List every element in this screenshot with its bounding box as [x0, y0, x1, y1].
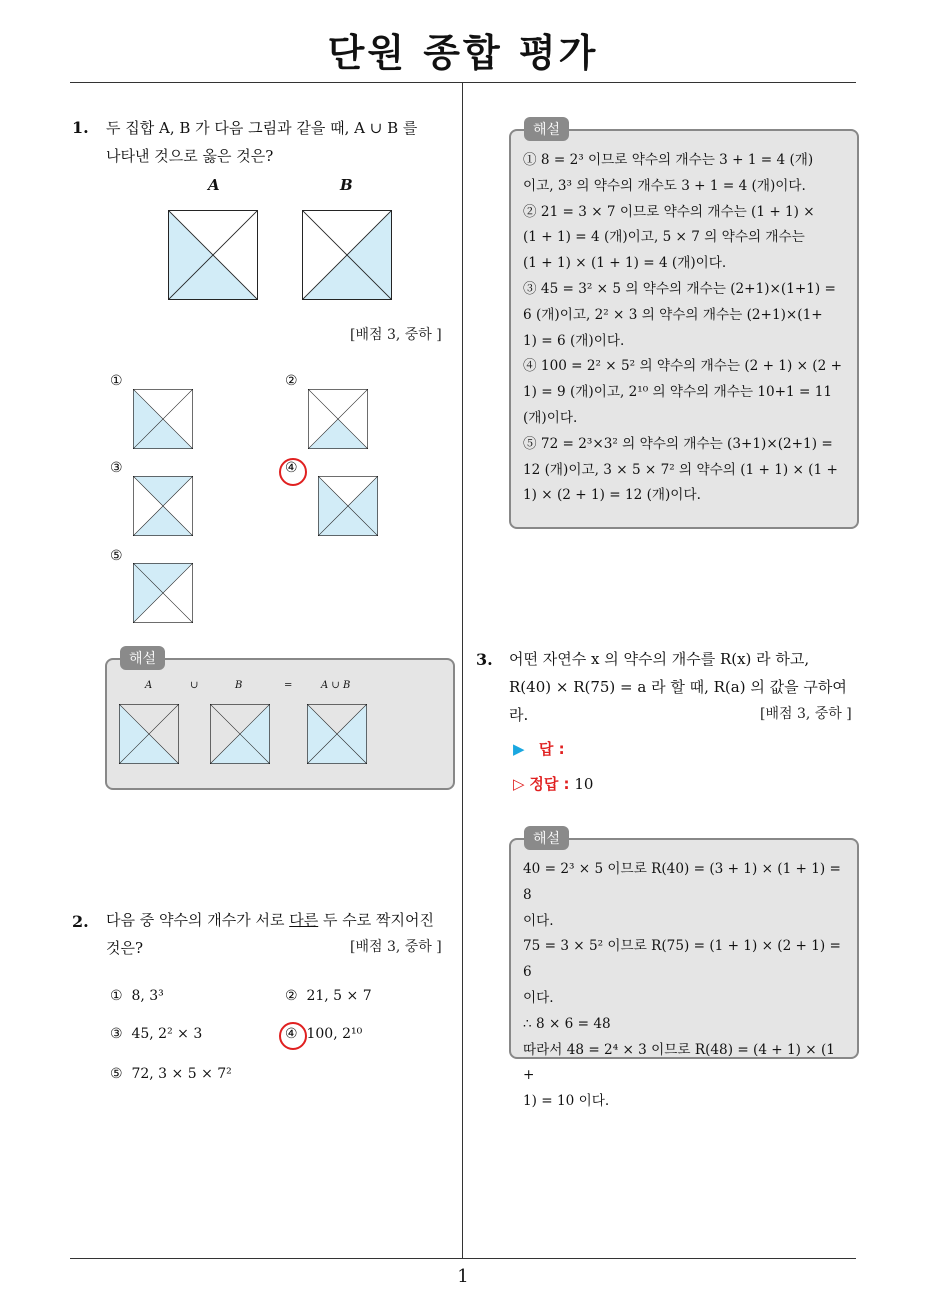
q1-option-3-mark[interactable]: ③ [110, 460, 123, 476]
header-rule [70, 82, 856, 83]
q1-exp-a: A [145, 680, 153, 691]
q2-option-3-mark: ③ [110, 1026, 123, 1042]
q2-option-1-text: 8, 3³ [131, 988, 164, 1004]
q1-text [106, 114, 451, 170]
q2-option-5-mark: ⑤ [110, 1066, 123, 1082]
q3-explanation-tag: 해설 [524, 826, 569, 850]
q2-exp-line: ④ 100 = 2² × 5² 의 약수의 개수는 (2 + 1) × (2 + [523, 358, 842, 375]
q2-number: 2. [72, 912, 89, 931]
q1-option-4-mark[interactable]: ④ [285, 460, 298, 476]
q3-correct-row [513, 773, 593, 794]
q2-exp-line: ① 8 = 2³ 이므로 약수의 개수는 3 + 1 = 4 (개) [523, 152, 814, 168]
q2-exp-line: 6 (개)이고, 2² × 3 의 약수의 개수는 (2+1)×(1+ [523, 306, 823, 323]
q1-exp-a-diagram [119, 704, 179, 764]
q3-text-line2: R(40) × R(75) = a 라 할 때, R(a) 의 값을 구하여라. [509, 678, 847, 724]
q1-set-a-diagram [168, 210, 258, 300]
q3-answer-row [513, 738, 565, 759]
q1-exp-b-diagram [210, 704, 270, 764]
q2-exp-line: (1 + 1) × (1 + 1) = 4 (개)이다. [523, 255, 727, 272]
q3-meta: [배점 3, 중하 ] [760, 706, 852, 722]
q2-option-4-text: 100, 2¹⁰ [306, 1026, 363, 1042]
q2-option-4[interactable] [285, 1026, 362, 1042]
q1-number: 1. [72, 118, 89, 137]
q1-text-line1: 두 집합 A, B 가 다음 그림과 같을 때, A ∪ B 를 [106, 119, 418, 137]
q2-exp-line: 1) × (2 + 1) = 12 (개)이다. [523, 487, 701, 504]
q2-option-5[interactable] [110, 1066, 232, 1082]
q1-option-2-diagram[interactable] [308, 389, 368, 449]
q2-option-1-mark: ① [110, 988, 123, 1004]
play-outline-icon: ▷ [513, 775, 525, 793]
q2-option-3[interactable] [110, 1026, 202, 1042]
page-title: 단원 종합 평가 [327, 31, 599, 75]
q2-option-2[interactable] [285, 988, 372, 1004]
page-number: 1 [457, 1266, 469, 1287]
q1-option-5-mark[interactable]: ⑤ [110, 548, 123, 564]
q3-explanation-box [509, 838, 859, 1110]
q2-option-5-text: 72, 3 × 5 × 7² [131, 1066, 232, 1082]
q2-exp-line: 12 (개)이고, 3 × 5 × 7² 의 약수의 (1 + 1) × (1 + [523, 461, 838, 478]
q1-label-b: B [340, 176, 353, 194]
q3-answer-label: 답 : [538, 740, 565, 758]
q2-explanation-box [509, 129, 859, 529]
q3-number: 3. [476, 650, 493, 669]
q2-text-part2: 두 수로 짝지어진 [318, 911, 434, 929]
q3-correct-label: 정답 : [529, 775, 570, 793]
q1-explanation-tag: 해설 [120, 646, 165, 670]
q1-option-4-diagram[interactable] [318, 476, 378, 536]
q1-option-1-diagram[interactable] [133, 389, 193, 449]
q3-exp-line: 75 = 3 × 5² 이므로 R(75) = (1 + 1) × (2 + 1) = 6 [523, 938, 841, 981]
q2-option-1[interactable] [110, 988, 164, 1004]
q1-option-3-diagram[interactable] [133, 476, 193, 536]
q2-option-2-mark: ② [285, 988, 298, 1004]
q3-correct-value: 10 [574, 775, 594, 793]
q3-text-line1: 어떤 자연수 x 의 약수의 개수를 R(x) 라 하고, [509, 650, 810, 668]
q2-exp-line: (1 + 1) = 4 (개)이고, 5 × 7 의 약수의 개수는 [523, 229, 805, 246]
q3-exp-line: 40 = 2³ × 5 이므로 R(40) = (3 + 1) × (1 + 1) = 8 [523, 861, 841, 903]
q1-set-b-diagram [302, 210, 392, 300]
q2-text-part1: 다음 중 약수의 개수가 서로 [106, 911, 290, 929]
q1-label-a: A [208, 176, 220, 194]
q2-exp-line: 1) = 9 (개)이고, 2¹⁰ 의 약수의 개수는 10+1 = 11 [523, 384, 833, 401]
q2-text-underlined: 다른 [289, 911, 319, 929]
q1-explanation-box [105, 658, 455, 790]
q1-exp-eq: = [284, 680, 293, 691]
q1-meta: [배점 3, 중하 ] [350, 327, 442, 343]
q3-exp-line: 이다. [523, 989, 554, 1006]
q3-explanation-body [523, 857, 849, 1115]
q2-text-line2: 것은? [106, 939, 144, 957]
q2-meta: [배점 3, 중하 ] [350, 939, 442, 955]
q2-exp-line: ⑤ 72 = 2³×3² 의 약수의 개수는 (3+1)×(2+1) = [523, 435, 833, 452]
q3-exp-line: 따라서 48 = 2⁴ × 3 이므로 R(48) = (4 + 1) × (1 + [523, 1041, 835, 1084]
q2-exp-line: 1) = 6 (개)이다. [523, 332, 625, 349]
q1-exp-union-diagram [307, 704, 367, 764]
q2-explanation-body [523, 148, 849, 509]
q1-exp-union: ∪ [190, 680, 199, 691]
q3-exp-line: 이다. [523, 912, 554, 929]
q1-text-line2: 나타낸 것으로 옳은 것은? [106, 147, 274, 165]
q1-option-1-mark[interactable]: ① [110, 373, 123, 389]
q2-text-line1 [106, 906, 451, 934]
column-divider [462, 83, 463, 1258]
q2-exp-line: ② 21 = 3 × 7 이므로 약수의 개수는 (1 + 1) × [523, 203, 815, 220]
q3-exp-line: ∴ 8 × 6 = 48 [523, 1015, 611, 1032]
q2-option-2-text: 21, 5 × 7 [306, 988, 372, 1004]
play-icon: ▶ [513, 740, 525, 758]
q1-option-2-mark[interactable]: ② [285, 373, 298, 389]
q1-option-5-diagram[interactable] [133, 563, 193, 623]
q2-exp-line: ③ 45 = 3² × 5 의 약수의 개수는 (2+1)×(1+1) = [523, 280, 836, 297]
q2-exp-line: (개)이다. [523, 409, 578, 426]
q2-exp-line: 이고, 3³ 의 약수의 개수도 3 + 1 = 4 (개)이다. [523, 177, 806, 194]
q2-option-4-mark: ④ [285, 1026, 298, 1042]
footer-rule [70, 1258, 856, 1259]
q2-option-3-text: 45, 2² × 3 [131, 1026, 203, 1042]
q2-explanation-tag: 해설 [524, 117, 569, 141]
q3-exp-line: 1) = 10 이다. [523, 1093, 610, 1110]
q1-exp-result: A ∪ B [321, 680, 351, 691]
q1-exp-b: B [235, 680, 243, 691]
